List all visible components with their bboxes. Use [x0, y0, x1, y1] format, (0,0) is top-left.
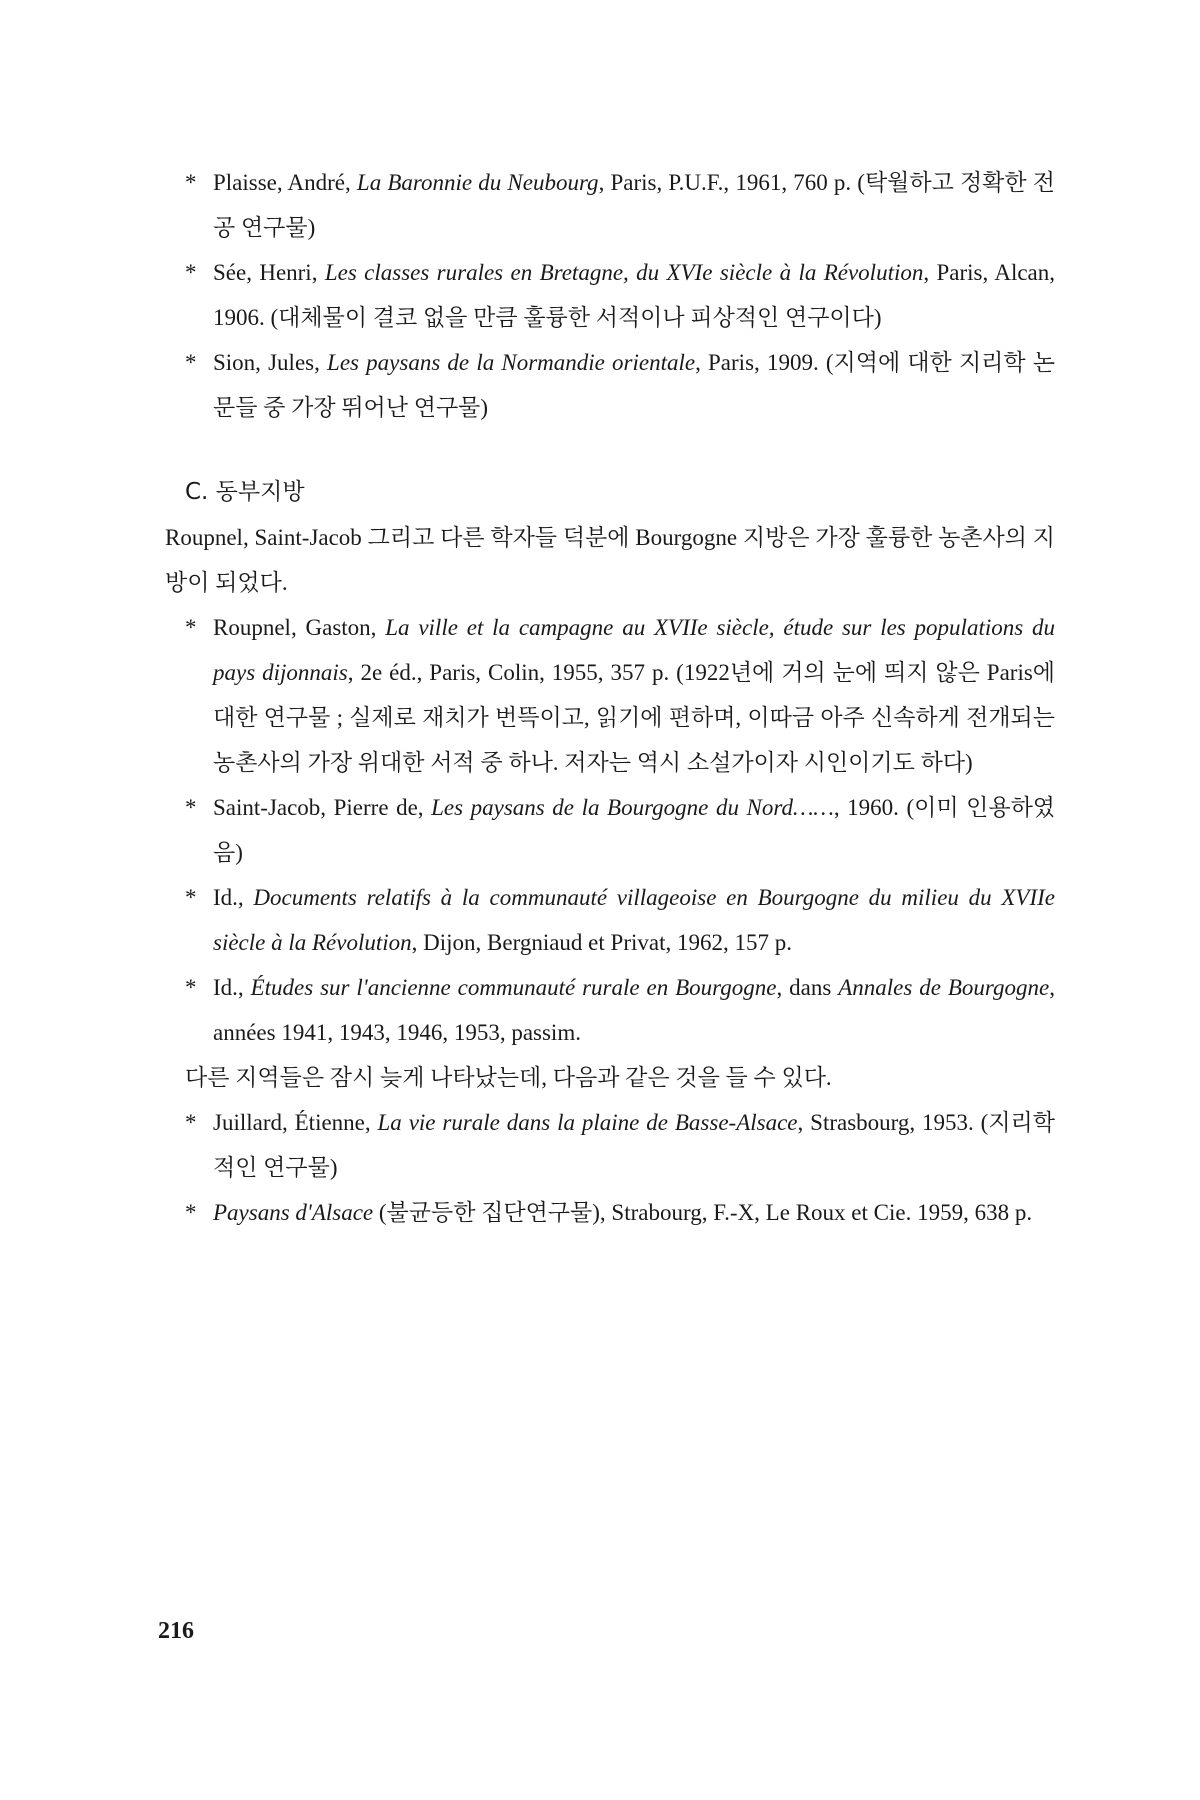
entry-text: Saint-Jacob, Pierre de, — [213, 795, 432, 820]
entry-title-italic: Annales de Bourgogne — [838, 975, 1050, 1000]
entry-title-italic: Études sur l'ancienne communauté rurale en Bourgogne — [250, 975, 777, 1000]
bibliography-entry — [185, 340, 1055, 430]
entry-text: , 2e éd., Paris, Colin, 1955, 357 p. (1922년에 거의 눈에 띄지 않은 Paris에 대한 연구물 ; 실제로 재치가 번뜩이고, 읽기에 편하며, 이따금 아주 신속하게 전개되는 농촌사의 가장 위대한 서적 중 하나. 저자는 역시 소설가이자 시인이기도 하다) — [213, 660, 1056, 775]
bullet-marker: * — [185, 975, 197, 1000]
entry-title-italic: Documents relatifs à la communauté villageoise en Bourgogne du milieu du XVIIe siècle à la Révolution — [213, 885, 1055, 955]
entry-text: Roupnel, Gaston, — [213, 615, 386, 640]
entry-text: , 1960. (이미 인용하였음) — [213, 795, 1056, 865]
entry-title-italic: Les paysans de la Bourgogne du Nord…… — [431, 795, 834, 820]
bullet-marker: * — [185, 1200, 197, 1225]
section-heading: C. 동부지방 — [185, 479, 305, 505]
bibliography-entry — [185, 250, 1055, 340]
entry-title-italic: Paysans d'Alsace — [213, 1200, 374, 1225]
entry-title-italic: Les paysans de la Normandie orientale — [327, 350, 696, 375]
bullet-marker: * — [185, 615, 197, 640]
bibliography-list-bourgogne — [185, 605, 1055, 1055]
entry-text: Juillard, Étienne, — [213, 1110, 378, 1135]
entry-title-italic: La Baronnie du Neubourg — [356, 170, 599, 195]
bullet-marker: * — [185, 1110, 197, 1135]
bullet-marker: * — [185, 795, 197, 820]
page-number: 216 — [158, 1618, 194, 1644]
bullet-marker: * — [185, 170, 197, 195]
entry-text: (불균등한 집단연구물), Strabourg, F.-X, Le Roux et Cie. 1959, 638 p. — [373, 1200, 1033, 1225]
bibliography-entry — [185, 1100, 1055, 1190]
bibliography-entry — [185, 965, 1055, 1055]
entry-text: , Dijon, Bergniaud et Privat, 1962, 157 p. — [411, 930, 792, 955]
bibliography-entry — [185, 785, 1055, 875]
entry-text: , Paris, P.U.F., 1961, 760 p. (탁월하고 정확한 전공 연구물) — [213, 170, 1055, 240]
bibliography-entry — [185, 1190, 1055, 1235]
entry-title-italic: Les classes rurales en Bretagne, du XVIe siècle à la Révolution — [324, 260, 924, 285]
entry-text: , Paris, 1909. (지역에 대한 지리학 논문들 중 가장 뛰어난 연구물) — [213, 350, 1055, 420]
entry-text: Plaisse, André, — [213, 170, 357, 195]
entry-text: , Strasbourg, 1953. (지리학적인 연구물) — [213, 1110, 1055, 1180]
entry-text: Id., — [213, 975, 251, 1000]
bullet-marker: * — [185, 350, 197, 375]
entry-text: , dans — [776, 975, 839, 1000]
entry-text: , Paris, Alcan, 1906. (대체물이 결코 없을 만큼 훌륭한 서적이나 피상적인 연구이다) — [213, 260, 1055, 330]
bullet-marker: * — [185, 885, 197, 910]
bibliography-list-alsace — [185, 1100, 1055, 1235]
entry-text: Id., — [213, 885, 254, 910]
entry-title-italic: La vie rurale dans la plaine de Basse-Alsace — [377, 1110, 798, 1135]
bibliography-entry — [185, 875, 1055, 965]
bullet-marker: * — [185, 260, 197, 285]
bibliography-list-west — [185, 160, 1055, 430]
entry-title-italic: La ville et la campagne au XVIIe siècle, étude sur les populations du pays dijonnais — [213, 615, 1055, 685]
bibliography-entry — [185, 160, 1055, 250]
text-body — [165, 160, 1056, 1235]
entry-text: Sée, Henri, — [213, 260, 325, 285]
bibliography-entry — [185, 605, 1055, 785]
intro-paragraph: Roupnel, Saint-Jacob 그리고 다른 학자들 덕분에 Bourgogne 지방은 가장 훌륭한 농촌사의 지방이 되었다. — [165, 525, 1055, 595]
entry-text: , années 1941, 1943, 1946, 1953, passim. — [213, 975, 1055, 1045]
entry-text: Sion, Jules, — [213, 350, 328, 375]
transition-paragraph: 다른 지역들은 잠시 늦게 나타났는데, 다음과 같은 것을 들 수 있다. — [185, 1065, 832, 1090]
